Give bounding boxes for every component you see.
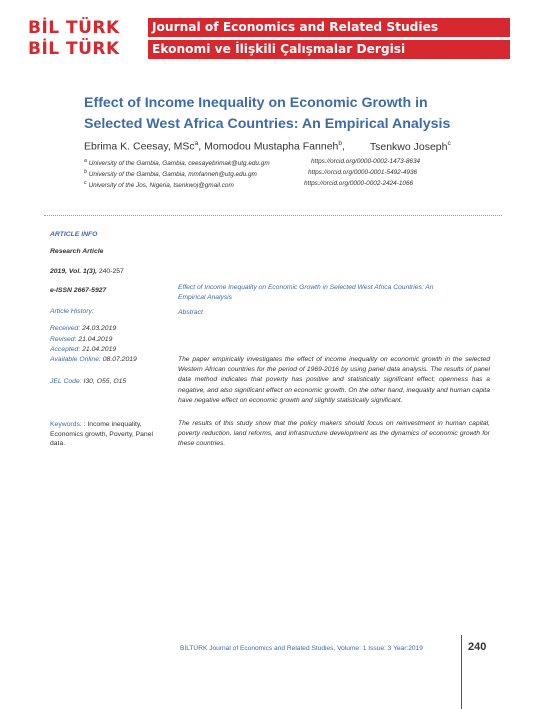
author-3-sup: c xyxy=(447,140,451,147)
abstract-article-title xyxy=(178,283,490,303)
keywords xyxy=(50,420,168,449)
article-title-line-2: Selected West Africa Countries: An Empirical Analysis xyxy=(84,116,451,132)
affiliation-a-text: University of the Gambia, Gambia, ceesayebrimak@utg.edu.gm xyxy=(88,160,270,168)
volume-label: 2019, Vol. 1(3), xyxy=(50,268,97,275)
online-date xyxy=(50,356,137,363)
journal-logo xyxy=(28,18,144,60)
accepted-value: 21.04.2019 xyxy=(80,346,117,353)
keywords-label: Keywords: xyxy=(50,421,82,428)
affiliation-a-orcid[interactable]: https://orcid.org/0000-0002-1473-8634 xyxy=(311,158,421,165)
affiliation-a-sup: a xyxy=(84,158,87,164)
jel-label: JEL Code: xyxy=(50,378,82,385)
page-number: 240 xyxy=(468,641,487,653)
abstract-paragraph-1: The paper empirically investigates the effect of income inequality on economic growth in the selected Western African countries for the period of 1969-2016 by using panel data analysis. The results of panel data method indicates that poverty has positive and statistically significant effect; openness has a negative, and also significant effect on economic growth. On the other hand, inequality and human capita have negative effect on economic growth and slightly statistically significant. xyxy=(178,356,490,404)
revised-label: Revised: xyxy=(50,336,77,343)
received-label: Received: xyxy=(50,325,81,332)
author-1-sup: a xyxy=(194,140,199,147)
author-list xyxy=(84,140,524,153)
received-value: 24.03.2019 xyxy=(80,325,117,332)
article-volume xyxy=(50,268,124,275)
keywords-value: : Income inequality, Economics growth, Poverty, Panel data. xyxy=(50,421,154,447)
author-2-sup: b xyxy=(338,140,343,147)
volume-pages: 240-257 xyxy=(96,268,124,275)
affiliation-c-sup: c xyxy=(84,180,87,186)
brand-line-1: BİL TÜRK xyxy=(28,18,120,38)
author-separator: , xyxy=(342,140,345,153)
article-title-line-1: Effect of Income Inequality on Economic Growth in xyxy=(84,95,428,111)
journal-title-turkish: Ekonomi ve İlişkili Çalışmalar Dergisi xyxy=(148,40,510,59)
revised-date xyxy=(50,336,112,343)
online-label: Available Online: xyxy=(50,356,101,363)
author-2: , Momodou Mustapha Fanneh xyxy=(198,140,339,153)
abstract-paragraph-2: The results of this study show that the policy makers should focus on reinvestment in human capital, poverty reduction, land reforms, and infrastructure development as the dynamics of economic growth for these countries. xyxy=(178,420,490,448)
article-type: Research Article xyxy=(50,248,104,255)
jel-value: I30, O55, O15 xyxy=(81,378,127,385)
article-info-heading: ARTICLE INFO xyxy=(50,231,98,238)
abstract-title-line-2: Empirical Analysis xyxy=(178,294,233,302)
affiliation-b-text: University of the Gambia, Gambia, mmfanneh@utg.edu.gm xyxy=(88,171,257,179)
abstract-title-line-1: Effect of Income Inequality on Economic Growth in Selected West Africa Countries: An xyxy=(178,284,434,291)
affiliation-b xyxy=(84,169,418,179)
revised-value: 21.04.2019 xyxy=(76,336,113,343)
affiliation-a xyxy=(84,158,421,168)
brand-line-2: BİL TÜRK xyxy=(28,39,120,59)
received-date xyxy=(50,325,116,332)
author-1: Ebrima K. Ceesay, MSc xyxy=(84,140,195,153)
author-3: Tsenkwo Joseph xyxy=(369,140,448,153)
accepted-date xyxy=(50,346,116,353)
affiliation-c-text: University of the Jos, Nigeria, tsenkwoj@gmail.com xyxy=(88,182,234,190)
online-value: 08.07.2019 xyxy=(100,356,137,363)
affiliation-b-sup: b xyxy=(84,169,87,175)
affiliation-c-orcid[interactable]: https://orcid.org/0000-0002-2424-1066 xyxy=(304,180,414,187)
article-title xyxy=(84,93,464,135)
eissn: e-ISSN 2667-5927 xyxy=(50,287,107,294)
abstract-heading: Abstract xyxy=(178,309,203,316)
footer-divider xyxy=(461,635,462,709)
footer-citation: BİLTÜRK Journal of Economics and Related Studies, Volume: 1 Issue: 3 Year:2019 xyxy=(180,645,423,652)
article-history-label: Article History: xyxy=(50,308,94,315)
journal-title-english: Journal of Economics and Related Studies xyxy=(148,18,510,37)
affiliation-b-orcid[interactable]: https://orcid.org/0000-0001-5492-4936 xyxy=(308,169,418,176)
jel-code xyxy=(50,378,126,385)
section-divider xyxy=(44,215,502,216)
affiliation-c xyxy=(84,180,414,190)
accepted-label: Accepted: xyxy=(50,346,81,353)
